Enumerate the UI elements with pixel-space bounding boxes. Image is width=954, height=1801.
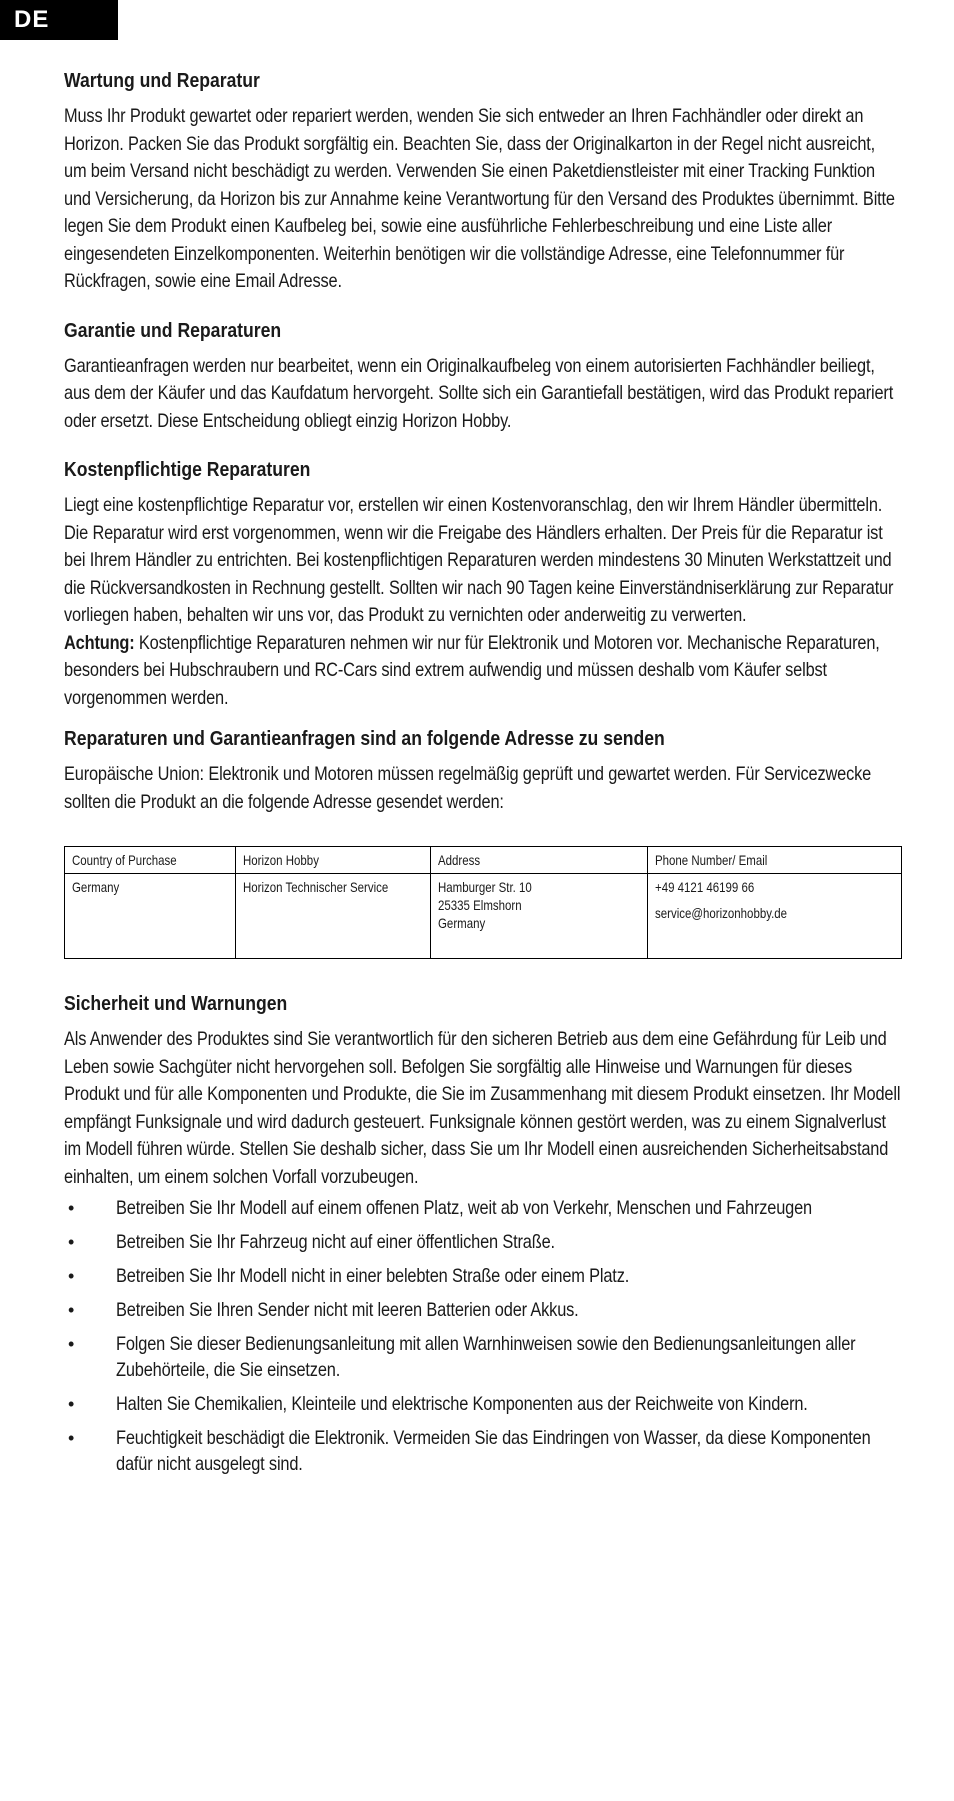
list-item: • Halten Sie Chemikalien, Kleinteile und elektrische Komponenten aus der Reichweite von Kindern. [68, 1393, 808, 1415]
section-maintenance [64, 70, 902, 296]
phone-number: +49 4121 46199 66 [655, 879, 755, 895]
list-item: • Betreiben Sie Ihr Modell auf einem offenen Platz, weit ab von Verkehr, Menschen und Fahrzeugen [68, 1197, 812, 1219]
list-item: • Betreiben Sie Ihren Sender nicht mit leeren Batterien oder Akkus. [68, 1299, 579, 1321]
section-heading: Reparaturen und Garantieanfragen sind an folgende Adresse zu senden [64, 728, 665, 750]
bullet-icon: • [68, 1266, 75, 1286]
section-warranty [64, 320, 902, 436]
section-paragraph: Als Anwender des Produktes sind Sie verantwortlich für den sicheren Betrieb aus dem eine Gefährdung für Leib und Leben sowie Sachgüter nicht hervorgehen soll. Befolgen Sie sorgfältig alle Hinweise und Warnungen für dieses Produkt und für alle Komponenten und Produkte, die Sie im Zusammenhang mit diesem Produkt einsetzen. Ihr Modell empfängt Funksignale und wird dadurch gesteuert. Funksignale können gestört werden, was zu einem Signalverlust im Modell führen würde. Stellen Sie deshalb sicher, dass Sie um Ihr Modell einen ausreichenden Sicherheitsabstand einhalten, um einem solchen Vorfall vorzubeugen. [64, 1028, 901, 1188]
section-paid-repairs [64, 459, 902, 712]
list-item: • Betreiben Sie Ihr Fahrzeug nicht auf einer öffentlichen Straße. [68, 1231, 555, 1253]
list-item: • Betreiben Sie Ihr Modell nicht in einer belebten Straße oder einem Platz. [68, 1265, 630, 1287]
table-header-cell: Country of Purchase [65, 847, 236, 874]
address-country: Germany [437, 915, 486, 931]
bullet-icon: • [68, 1198, 75, 1218]
bullet-icon: • [68, 1394, 75, 1414]
bullet-icon: • [68, 1428, 75, 1448]
email-address: service@horizonhobby.de [655, 905, 788, 921]
list-item: • Feuchtigkeit beschädigt die Elektronik. Vermeiden Sie das Eindringen von Wasser, da diese Komponenten dafür nicht ausgelegt sind. [68, 1427, 871, 1475]
page-content [64, 60, 902, 1501]
list-item: • Folgen Sie dieser Bedienungsanleitung mit allen Warnhinweisen sowie den Bedienungsanleitungen aller Zubehörteile, die Sie einsetzen. [68, 1333, 856, 1381]
bullet-icon: • [68, 1334, 75, 1354]
bullet-icon: • [68, 1300, 75, 1320]
table-header-cell: Address [430, 847, 648, 874]
table-cell-company: Horizon Technischer Service [235, 874, 430, 959]
warning-paragraph [64, 630, 902, 713]
table-cell-contact [648, 874, 902, 959]
address-street: Hamburger Str. 10 [437, 879, 532, 895]
address-city: 25335 Elmshorn [437, 897, 522, 913]
table-cell-address [430, 874, 648, 959]
table-cell-country: Germany [65, 874, 236, 959]
section-paragraph: Europäische Union: Elektronik und Motoren müssen regelmäßig geprüft und gewartet werden. Für Servicezwecke sollten die Produkt an die folgende Adresse gesendet werden: [64, 763, 872, 813]
warning-text: Kostenpflichtige Reparaturen nehmen wir nur für Elektronik und Motoren vor. Mechanische Reparaturen, besonders bei Hubschraubern und RC-Cars sind extrem aufwendig und müssen deshalb vom Käufer selbst vorgenommen werden. [64, 631, 880, 709]
warning-label: Achtung: [64, 631, 135, 654]
section-heading: Garantie und Reparaturen [64, 319, 282, 342]
section-service-address [64, 728, 902, 816]
section-heading: Kostenpflichtige Reparaturen [64, 459, 311, 481]
bullet-icon: • [68, 1232, 75, 1252]
section-paragraph: Garantieanfragen werden nur bearbeitet, wenn ein Originalkaufbeleg von einem autorisierten Fachhändler beiliegt, aus dem der Käufer und das Kaufdatum hervorgeht. Sollte sich ein Garantiefall bestätigen, wird das Produkt repariert oder ersetzt. Diese Entscheidung obliegt einzig Horizon Hobby. [64, 354, 894, 432]
section-heading: Sicherheit und Warnungen [64, 993, 288, 1015]
table-header-row [65, 847, 902, 874]
section-paragraph: Liegt eine kostenpflichtige Reparatur vor, erstellen wir einen Kostenvoranschlag, den wir Ihrem Händler übermitteln. Die Reparatur wird erst vorgenommen, wenn wir die Freigabe des Händlers erhalten. Der Preis für die Reparatur ist bei Ihrem Händler zu entrichten. Bei kostenpflichtigen Reparaturen werden mindestens 30 Minuten Werkstattzeit und die Rückversandkosten in Rechnung gestellt. Sollten wir nach 90 Tagen keine Einverständniserklärung zur Reparatur vorliegen haben, behalten wir uns vor, das Produkt zu vernichten oder anderweitig zu verwerten. [64, 494, 894, 626]
table-header-cell: Horizon Hobby [235, 847, 430, 874]
safety-bullet-list [64, 1195, 902, 1477]
service-address-table [64, 846, 902, 959]
table-row [65, 874, 902, 959]
section-heading: Wartung und Reparatur [64, 70, 260, 92]
section-safety [64, 993, 902, 1477]
language-tab: DE [0, 0, 118, 40]
section-paragraph: Muss Ihr Produkt gewartet oder repariert werden, wenden Sie sich entweder an Ihren Fachhändler oder direkt an Horizon. Packen Sie das Produkt sorgfältig ein. Beachten Sie, dass der Originalkarton in der Regel nicht ausreicht, um beim Versand nicht beschädigt zu werden. Verwenden Sie einen Paketdienstleister mit einer Tracking Funktion und Versicherung, da Horizon bis zur Annahme keine Verantwortung für den Versand des Produktes übernimmt. Bitte legen Sie dem Produkt einen Kaufbeleg bei, sowie eine ausführliche Fehlerbeschreibung und eine Liste aller eingesendeten Einzelkomponenten. Weiterhin benötigen wir die vollständige Adresse, eine Telefonnummer für Rückfragen, sowie eine Email Adresse. [64, 105, 895, 292]
table-header-cell: Phone Number/ Email [648, 847, 902, 874]
